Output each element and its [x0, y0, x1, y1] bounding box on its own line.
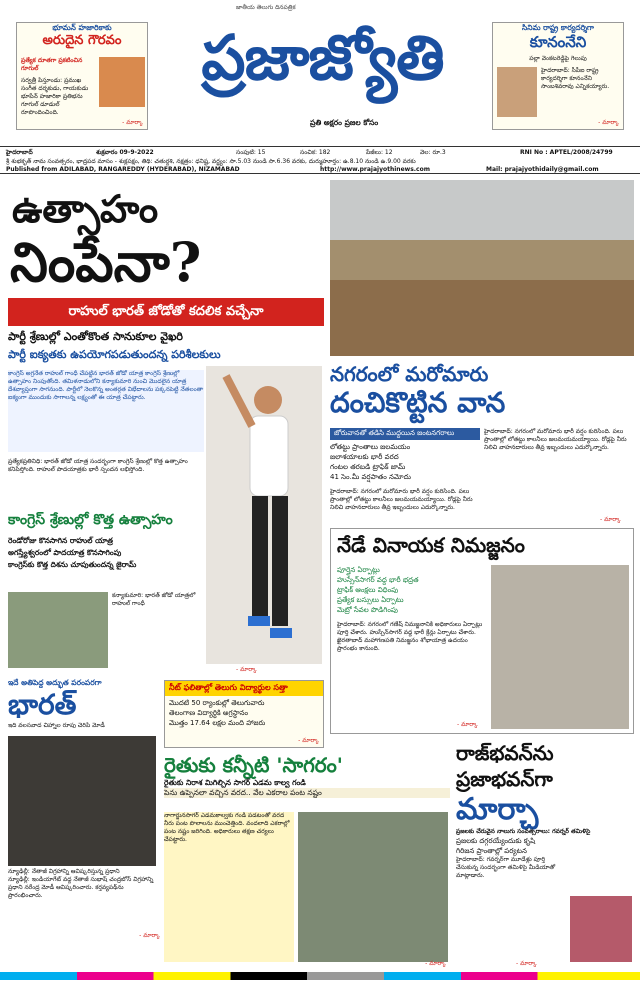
immersion-body: హైదరాబాద్: నగరంలో గణేష్ నిమజ్జనానికి అధికారులు ఏర్పాట్లు పూర్తి చేశారు. హుస్సేన్‌సాగర్ వద్ద భారీ క్రేన్లు ఏర్పాటు చేశారు. ఖైరతాబాద్ మహాగణపతి నిమజ్జనం శోభాయాత్ర ఉదయం ప్రారంభం కానుంది. — [337, 621, 483, 652]
rajbhavan-credit: - మార్కా — [516, 960, 537, 967]
masthead — [0, 0, 640, 146]
bharat-head: ఇదే అతిపెద్ద అద్భుత పరంపరగా — [8, 678, 102, 687]
immersion-headline: నేడే వినాయక నిమజ్జనం — [337, 533, 525, 557]
lead-credit: - మార్కా — [236, 666, 257, 673]
photo-caption: కన్యాకుమారి: భారత్ జోడో యాత్రలో రాహుల్ గాంధీ — [112, 592, 196, 607]
rain-body-left: హైదరాబాద్: నగరంలో మరోమారు భారీ వర్షం కురిసింది. పలు ప్రాంతాల్లో లోతట్టు కాలనీలు జలమయమయ్యాయి. రోడ్లపై నీరు నిలిచి వాహనదారులు తీవ్ర ఇబ్బందులు ఎదుర్కొన్నారు. — [330, 488, 473, 511]
rain-bullet: 41 సెం.మీ వర్షపాతం నమోదు — [330, 473, 411, 481]
neet-credit: - మార్కా — [298, 737, 319, 744]
rain-strip: జోరువానతో తడిసి ముద్దయిన జంటనగరాలు — [330, 428, 480, 440]
rahul-photo — [206, 366, 322, 664]
hazarika-photo — [99, 57, 145, 107]
left-box-body: సర్వత్రీ పిస్తూండు: ప్రముఖ సంగీత దర్శకుడు, గాయకుడు భూపేన్ హజారికా ప్రతిభను గూగుల్ డూడుల్ రూపొందించింది. — [21, 77, 89, 116]
bharat-section — [8, 678, 160, 968]
rajbhavan-headline1: రాజ్‌భవన్‌ను — [456, 741, 554, 765]
meta-pages: పేజీలు: 12 — [366, 149, 393, 156]
farmer-credit: - మార్కా — [425, 960, 446, 967]
walking-man-figure — [206, 366, 322, 664]
tamilisai-photo — [570, 896, 632, 962]
rain-bullets — [330, 442, 480, 482]
lead-body: కాంగ్రెస్ అగ్రనేత రాహుల్ గాంధీ చేపట్టిన భారత్ జోడో యాత్ర కాంగ్రెస్ శ్రేణుల్లో ఉత్సాహం నింపుతోంది. తమిళనాడులోని కన్యాకుమారి నుంచి మొదలైన యాత్ర దేశవ్యాప్తంగా సాగనుంది. పార్టీలో నెలకొన్న అంతర్గత విభేదాలను పక్కనపెట్టి నేతలంతా ఐక్యంగా ముందుకు సాగాలన్న లక్ష్యంతో ఈ యాత్ర చేపట్టారు. — [8, 370, 204, 452]
immersion-bullet: హుస్సేన్‌సాగర్ వద్ద భారీ భద్రత — [337, 576, 419, 584]
immersion-bullet: ప్రత్యేక బస్సులు ఏర్పాటు — [337, 596, 404, 604]
ganesh-photo — [491, 565, 629, 729]
rajbhavan-bullet: ప్రజలకు దగ్గరయ్యేందుకు కృషి — [456, 837, 536, 845]
lead-bullet: కాంగ్రెస్‌కు కొత్త దిశను చూపుతుందన్న జైరామ్ — [8, 560, 137, 569]
netaji-photo — [8, 736, 156, 866]
neet-box — [164, 680, 324, 748]
rain-bullet: లోతట్టు ప్రాంతాలు జలమయం — [330, 443, 411, 451]
bharat-caption: న్యూఢిల్లీ: నేతాజీ విగ్రహాన్ని ఆవిష్కరిస్తున్న ప్రధాని — [8, 868, 120, 875]
rajbhavan-body: హైదరాబాద్: గవర్నర్‌గా మూడేళ్లు పూర్తి చేసుకున్న సందర్భంగా తమిళిసై మీడియాతో మాట్లాడారు. — [456, 856, 556, 879]
left-box-credit: - మార్కా — [122, 119, 143, 126]
lead-banner: రాహుల్ భారత్ జోడోతో కదలిక వచ్చేనా — [8, 298, 324, 326]
bharat-title: భారత్ — [8, 688, 77, 721]
bharat-body: న్యూఢిల్లీ: ఇండియాగేట్ వద్ద నేతాజీ సుభాష్ చంద్రబోస్ విగ్రహాన్ని ప్రధాని నరేంద్ర మోడీ ఆవిష్కరించారు. కర్తవ్యపథ్‌ను ప్రారంభించారు. — [8, 876, 154, 899]
lead-bullets — [8, 536, 204, 570]
lead-body2: ప్రత్యేకప్రతినిధి: భారత్ జోడో యాత్ర సందర్భంగా కాంగ్రెస్ శ్రేణుల్లో కొత్త ఉత్సాహం కనిపిస్తోంది. రాహుల్ పాదయాత్రకు భారీ స్పందన లభిస్తోంది. — [8, 458, 188, 473]
neet-bullet: మొత్తం 17.64 లక్షల మంది హాజరు — [169, 719, 266, 727]
rain-headline1: నగరంలో మరోమారు — [330, 362, 489, 386]
meta-date: శుక్రవారం 09-9-2022 — [96, 149, 154, 156]
farmer-deck: పెను ఉప్పెనలా వచ్చిన వరద.. వేల ఎకరాల పంట నష్టం — [164, 788, 450, 798]
published: Published from ADILABAD, RANGAREDDY (HYDERABAD), NIZAMABAD — [6, 166, 240, 173]
immersion-box — [330, 528, 634, 734]
rain-body-right: హైదరాబాద్: నగరంలో మరోమారు భారీ వర్షం కురిసింది. పలు ప్రాంతాల్లో లోతట్టు కాలనీలు జలమయమయ్యాయి. రోడ్లపై నీరు నిలిచి వాహనదారులు తీవ్ర ఇబ్బందులు ఎదుర్కొన్నారు. — [484, 428, 627, 451]
left-box-title: అరుదైన గౌరవం — [42, 33, 122, 48]
bharat-credit: - మార్కా — [139, 932, 160, 939]
immersion-credit: - మార్కా — [457, 721, 478, 728]
right-box-title: కూనంనేని — [529, 33, 587, 51]
lead-deck2: పార్టీ ఐక్యతకు ఉపయోగపడుతుందన్న పరిశీలకులు — [8, 348, 221, 361]
meta-strip — [0, 146, 640, 174]
immersion-bullet: మెట్రో సేవల పొడిగింపు — [337, 606, 398, 614]
yatra-photo — [8, 592, 108, 668]
immersion-bullet: పూర్తైన ఏర్పాట్లు — [337, 566, 380, 574]
rajbhavan-bullet: గిరిజన ప్రాంతాల్లో పర్యటన — [456, 847, 527, 855]
right-box-body: హైదరాబాద్: సీపీఐ రాష్ట్ర కార్యదర్శిగా కూనంనేని సాంబశివరావు ఎన్నికయ్యారు. — [541, 67, 610, 90]
neet-bullet: మొదటి 50 ర్యాంకుల్లో తెలుగువారు — [169, 699, 265, 707]
farmer-headline: రైతుకు కన్నీటి 'సాగరం' — [164, 753, 343, 777]
almanac: శ్రీ శుభకృత్ నామ సంవత్సరం, భాద్రపద మాసం - శుక్లపక్షం, తిథి: చతుర్దశి, నక్షత్రం: ధనిష్ట, వర్జ్యం: సా.5.03 నుండి సా.6.36 వరకు, దుర్ముహూర్తం: ఉ.8.10 నుండి ఉ.9.00 వరకు — [6, 158, 416, 165]
lead-bullet: అగస్త్యేశ్వరంలో పాదయాత్ర కొనసాగింపు — [8, 548, 122, 557]
rain-headline2: దంచికొట్టిన వాన — [330, 386, 506, 419]
rain-bullet: గంటల తరబడి ట్రాఫిక్ జామ్ — [330, 463, 406, 471]
rajbhavan-sub: ప్రజలకు చేరువైన నాలుగు సంవత్సరాలు: గవర్నర్ తమిళిసై — [456, 828, 591, 835]
lead-bullet: రెండోరోజు కొనసాగిన రాహుల్ యాత్ర — [8, 536, 114, 545]
bharat-sub: ఇది వలసవాద చిహ్నాల రూపు చెరిపి మోడీ — [8, 722, 105, 729]
right-box-credit: - మార్కా — [598, 119, 619, 126]
rajbhavan-headline2: ప్రజాభవన్‌గా — [456, 767, 553, 791]
farmer-body: నాగార్జునసాగర్ ఎడమకాల్వకు గండి పడటంతో వరద నీరు పంట పొలాలను ముంచెత్తింది. వందలాది ఎకరాల్లో పంట నష్టం జరిగింది. అధికారులు తక్షణ చర్యలు చేపట్టారు. — [164, 812, 294, 962]
mail: Mail: prajajyothidaily@gmail.com — [486, 166, 599, 173]
meta-rni: RNI No : APTEL/2008/24799 — [520, 149, 613, 156]
farmer-sub: రైతుకు నిరాశ మిగిల్చిన సాగర్ ఎడమ కాల్వ గండి — [164, 778, 306, 787]
masthead-title: ప్రజాజ్యోతి — [201, 21, 444, 94]
meta-volume: సంపుటి: 15 — [236, 149, 266, 156]
rain-photo — [330, 180, 634, 356]
flood-photo — [298, 812, 448, 962]
registration-bar — [0, 972, 640, 980]
farmer-section — [164, 752, 450, 968]
right-box-sub: పల్లా వెంకటరెడ్డిపై గెలుపు — [529, 55, 587, 62]
kunamneni-photo — [497, 67, 537, 117]
meta-issue: సంచిక: 182 — [300, 149, 331, 156]
masthead-motto: ప్రతి అక్షరం ప్రజల కోసం — [310, 118, 379, 127]
meta-price: వెల: రూ.3 — [420, 149, 446, 156]
lead-kicker: ఉత్సాహం — [12, 186, 159, 231]
tagline: జాతీయ తెలుగు దినపత్రిక — [236, 4, 296, 11]
neet-head: నీట్ ఫలితాల్లో తెలుగు విద్యార్థుల సత్తా — [165, 681, 323, 696]
left-box — [16, 22, 148, 130]
lead-sub-head: కాంగ్రెస్ శ్రేణుల్లో కొత్త ఉత్సాహం — [8, 512, 173, 528]
right-box — [492, 22, 624, 130]
rajbhavan-headline3: మార్చా — [456, 792, 539, 827]
immersion-bullet: ట్రాఫిక్ ఆంక్షలు విధింపు — [337, 586, 399, 594]
immersion-bullets — [337, 565, 487, 615]
rain-credit: - మార్కా — [600, 516, 621, 523]
left-box-head: భూమన్ హజారికాకు — [52, 23, 112, 32]
right-box-head: సినిమ రాష్ట్ర కార్యదర్శిగా — [522, 23, 594, 32]
lead-headline: నింపేనా? — [10, 230, 202, 294]
lead-deck1: పార్టీ శ్రేణుల్లో ఎంతోకొంత సానుకూల వైఖరి — [8, 330, 183, 343]
neet-bullet: తెలంగాణ విద్యార్థికి అగ్రస్థానం — [169, 709, 249, 717]
web-url[interactable]: http://www.prajajyothinews.com — [320, 166, 430, 173]
rajbhavan-section — [456, 740, 634, 968]
rain-bullet: జలాశయాలకు భారీ వరద — [330, 453, 399, 461]
meta-city: హైదరాబాద్ — [6, 149, 33, 156]
left-box-sub: ప్రత్యేక దూతగా ప్రకటించిన గూగుల్ — [21, 57, 83, 72]
